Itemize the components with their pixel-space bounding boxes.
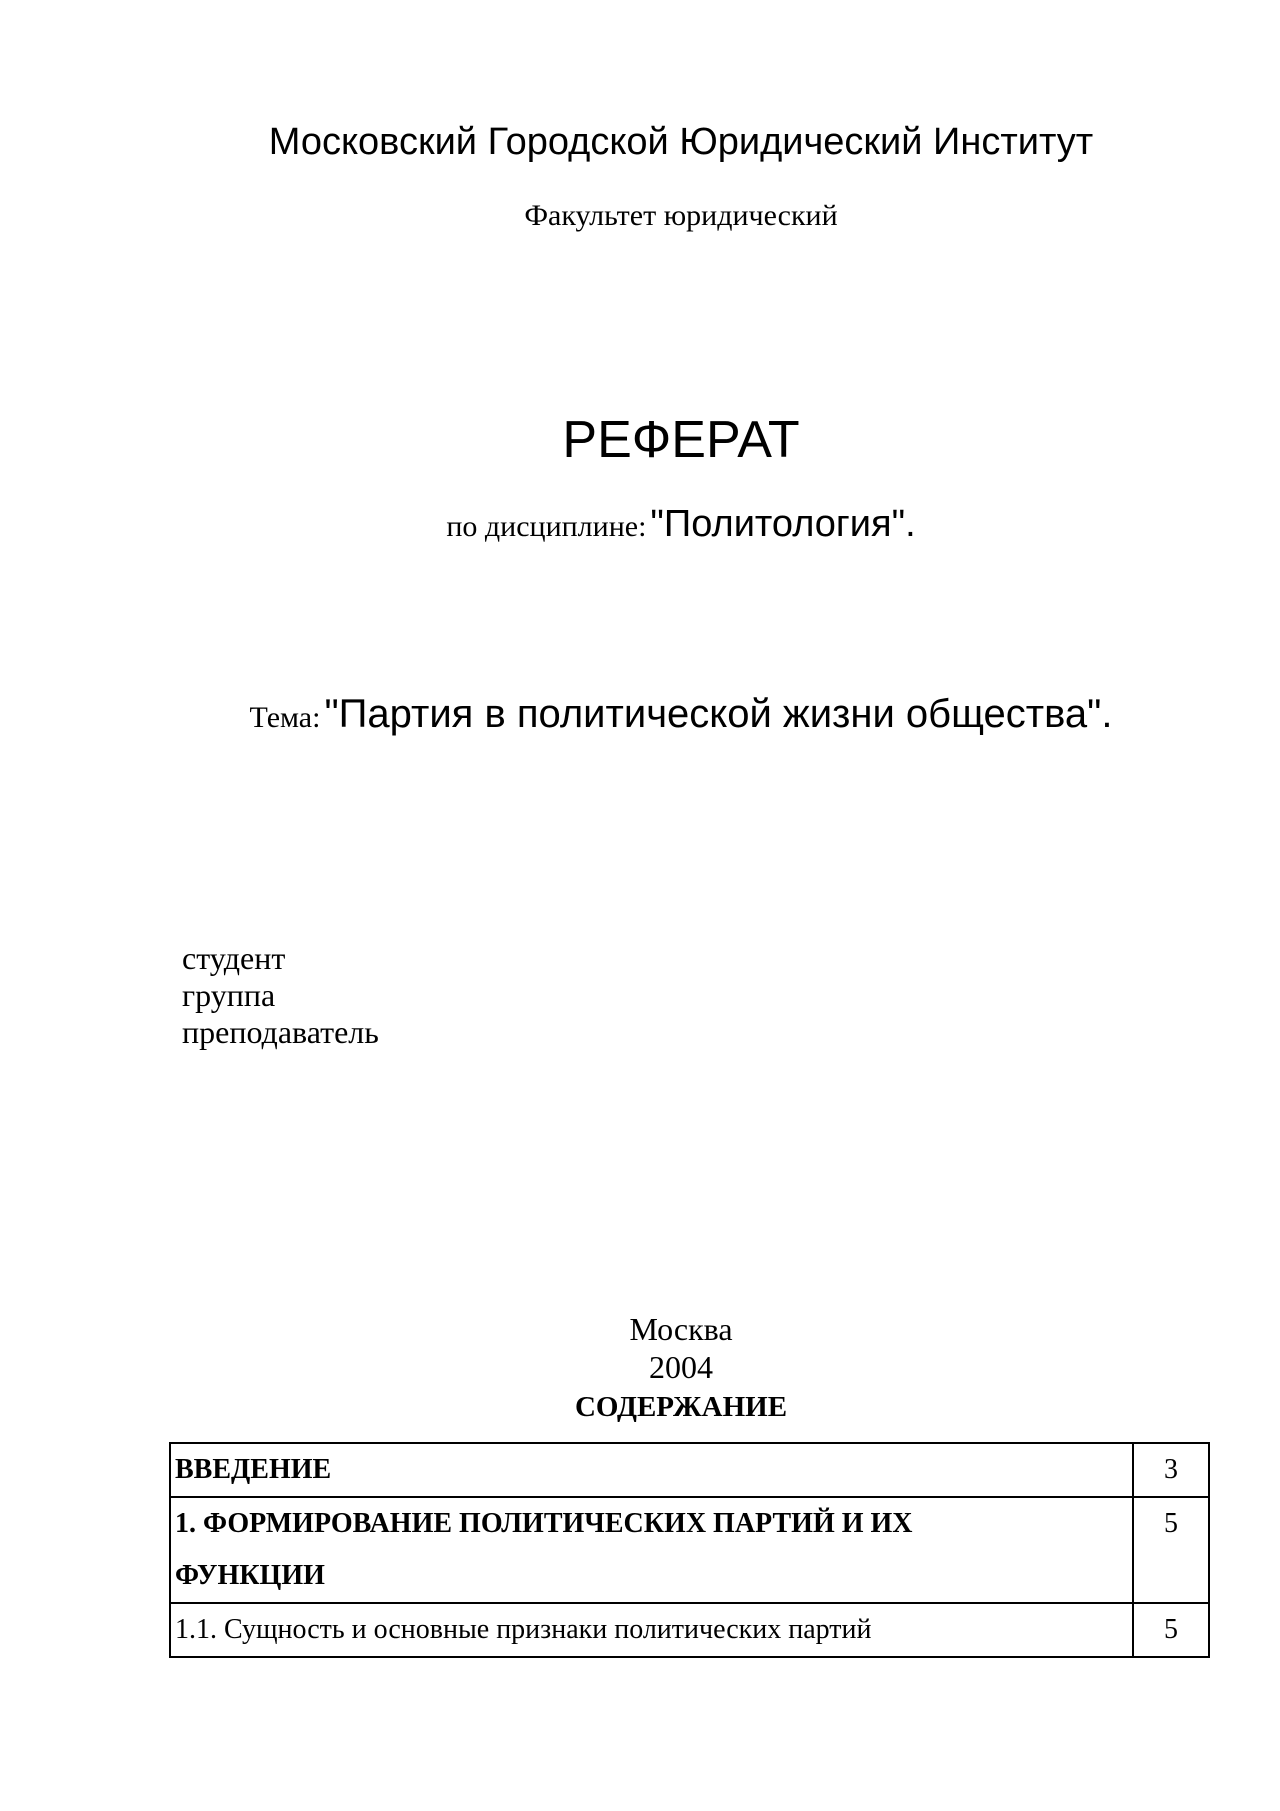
role-student: студент	[182, 940, 286, 976]
role-teacher: преподаватель	[182, 1014, 379, 1050]
toc-title: СОДЕРЖАНИЕ	[574, 1391, 788, 1423]
role-group: группа	[182, 977, 276, 1013]
topic-name: "Партия в политической жизни общества".	[324, 692, 1113, 736]
topic-prefix: Тема:	[249, 701, 321, 734]
document-type: РЕФЕРАТ	[562, 411, 800, 469]
place-and-year	[0, 1310, 1280, 1386]
toc-row	[170, 1497, 1209, 1603]
toc-entry-label: 1. ФОРМИРОВАНИЕ ПОЛИТИЧЕСКИХ ПАРТИЙ И ИХ ФУНКЦИИ	[170, 1497, 1133, 1603]
toc-row	[170, 1603, 1209, 1657]
discipline-prefix: по дисциплине:	[446, 510, 647, 543]
author-roles	[182, 940, 379, 1051]
toc-entry-label: 1.1. Сущность и основные признаки политических партий	[170, 1603, 1133, 1657]
institute-name: Московский Городской Юридический Институт	[268, 121, 1094, 163]
topic-line	[0, 688, 1280, 749]
toc-row	[170, 1443, 1209, 1497]
toc-table	[169, 1442, 1210, 1658]
toc-entry-page: 3	[1133, 1443, 1209, 1497]
toc-entry-page: 5	[1133, 1603, 1209, 1657]
toc-entry-page: 5	[1133, 1497, 1209, 1603]
faculty-name: Факультет юридический	[524, 199, 838, 232]
year: 2004	[649, 1349, 713, 1385]
discipline-line	[0, 500, 1280, 556]
toc-entry-label: ВВЕДЕНИЕ	[170, 1443, 1133, 1497]
discipline-name: "Политология".	[650, 503, 916, 545]
city: Москва	[629, 1311, 733, 1347]
